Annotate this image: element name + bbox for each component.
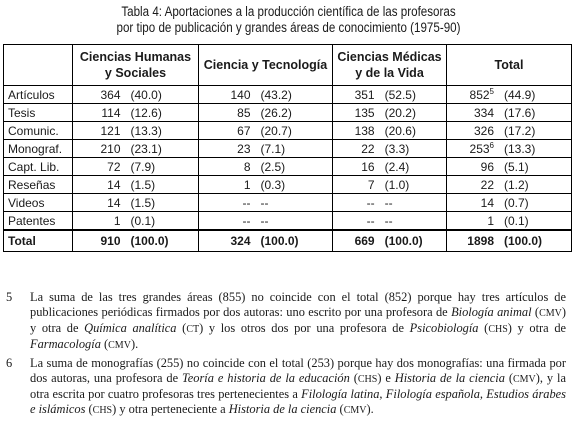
table-cell [199,140,333,158]
table-cell [447,212,572,231]
cell-count-value: 22 [480,177,494,192]
cell-count-value: 253 [469,141,490,156]
cell-count-value: 140 [230,87,251,102]
footnote-number: 6 [6,356,13,370]
row-label: Comunic. [4,122,73,140]
footnote-text-part: Psicobiología [409,321,479,335]
table-cell [73,86,199,104]
cell-percent: (100.0) [504,234,543,248]
cell-percent: -- [384,213,393,228]
table-cell [199,230,333,252]
table-cell [333,122,447,140]
table-cell [73,140,199,158]
header-humanas: Ciencias Humanas y Sociales [73,45,199,86]
cell-count [337,123,375,139]
cell-count [213,123,251,139]
cell-count-value: 1 [113,213,121,228]
table-row [4,140,572,158]
table-caption [40,4,536,36]
table-cell [73,104,199,122]
cell-percent: (0.7) [504,195,529,210]
cell-count [337,141,375,157]
cell-count [83,159,121,175]
cell-count-value: -- [366,213,375,228]
cell-percent: (1.5) [130,177,156,192]
footnote-5 [6,290,566,353]
cell-count [456,177,494,193]
cell-percent: (7.9) [130,159,156,174]
cell-count [83,123,121,139]
cell-percent: (0.1) [130,213,156,228]
table-row [4,176,572,194]
cell-percent: (1.5) [130,195,156,210]
cell-count [83,87,121,103]
cell-percent: (2.5) [260,159,286,174]
table-cell [199,122,333,140]
cell-count-value: -- [242,195,251,210]
cell-count [83,213,121,229]
table-cell [333,104,447,122]
cell-percent: -- [384,195,393,210]
caption-line-1: Tabla 4: Aportaciones a la producción científica de las profesoras [121,4,456,19]
cell-percent: (13.3) [504,141,536,156]
cell-percent: (0.1) [504,213,529,228]
cell-count [456,159,494,175]
footnote-text-part: CHS [357,374,378,385]
footnote-text-part: ( [349,371,358,385]
table-cell [199,86,333,104]
cell-count-value: 138 [354,123,375,138]
table-cell [199,212,333,231]
footnote-text-part: ( [531,305,540,319]
cell-percent: -- [260,213,269,228]
footnote-text-part: Historia de la ciencia [228,402,337,416]
table-cell [73,176,199,194]
footnote-6 [6,356,566,418]
footnote-text-part: ( [504,371,513,385]
footnote-text-part: Teoría e historia de la educación [182,371,350,385]
table-cell [199,176,333,194]
cell-percent: (23.1) [130,141,162,156]
cell-count-value: 23 [237,141,251,156]
footnote-text-part: ) e [377,371,395,385]
header-medicas: Ciencias Médicas y de la Vida [333,45,447,86]
cell-count [456,87,494,103]
cell-count-value: 364 [100,87,121,102]
cell-percent: (20.6) [384,123,416,138]
table-cell [447,86,572,104]
table-cell [447,140,572,158]
cell-count-value: 1 [487,213,494,228]
footnote-text-part: CHS [488,324,508,335]
table-row [4,122,572,140]
row-label: Monograf. [4,140,73,158]
table-cell [333,158,447,176]
footnote-text-part: Farmacología [30,337,101,351]
cell-count [337,177,375,193]
table-cell [333,140,447,158]
cell-count-value: 210 [100,141,121,156]
cell-count [456,213,494,229]
cell-count [213,195,251,211]
table-body [4,86,572,252]
cell-count-value: 1898 [467,234,494,248]
cell-count-value: 14 [480,195,494,210]
row-label: Artículos [4,86,73,104]
cell-percent: (44.9) [504,87,536,102]
footnote-text-part: CMV [513,374,536,385]
caption-line-2: por tipo de publicación y grandes áreas de conocimiento (1975-90) [116,20,461,35]
cell-count [456,141,494,157]
cell-percent: (17.2) [504,123,536,138]
table-cell [333,86,447,104]
cell-count-value: 96 [480,159,494,174]
cell-count-value: 1 [243,177,251,192]
cell-percent: (40.0) [130,87,162,102]
cell-count-value: 669 [354,234,375,248]
cell-count-value: 8 [243,159,251,174]
cell-count [83,105,121,121]
footnotes [6,290,566,421]
cell-count [337,233,375,249]
row-label: Total [4,230,73,252]
cell-count [213,159,251,175]
cell-count-value: 22 [361,141,375,156]
cell-count [83,233,121,249]
table-cell [333,230,447,252]
row-label: Patentes [4,212,73,231]
row-label: Tesis [4,104,73,122]
cell-percent: (2.4) [384,159,410,174]
row-label: Videos [4,194,73,212]
cell-count-value: 14 [107,177,121,192]
table-row [4,194,572,212]
cell-count-value: 72 [107,159,121,174]
footnote-text-part: ( [336,402,344,416]
cell-percent: -- [260,195,269,210]
footnote-text-part: La suma de monografías (255) no coincide con el total (253) porque hay dos monografías: una firmada por dos autoras, una profesora de [30,356,566,385]
footnote-text-part: CMV [108,340,131,351]
cell-count [213,141,251,157]
cell-count [213,213,251,229]
footnote-text-part: Filología latina, Filología española, Estudios árabes e islámicos [30,387,566,416]
cell-percent: (20.7) [260,123,292,138]
cell-percent: (5.1) [504,159,529,174]
table-row [4,212,572,231]
table-cell [73,194,199,212]
cell-percent: (3.3) [384,141,410,156]
table-row [4,158,572,176]
footnote-text-part: ) y otra perteneciente a [112,402,229,416]
cell-percent: (1.0) [384,177,410,192]
footnote-text-part: ( [176,321,187,335]
cell-count-value: 334 [473,105,494,120]
footnote-text [30,356,566,418]
table-cell [447,230,572,252]
cell-count [456,233,494,249]
cell-count [337,159,375,175]
footnote-text-part: ( [478,321,489,335]
footnote-text-part: Biología animal [451,305,532,319]
table-cell [447,104,572,122]
footnote-text-part: CMV [539,308,562,319]
cell-count-value: 114 [101,105,121,120]
cell-percent: (100.0) [260,234,299,248]
cell-count-value: 135 [354,105,375,120]
row-label: Capt. Lib. [4,158,73,176]
table-cell [333,194,447,212]
footnote-text-part: ( [85,402,93,416]
header-total: Total [447,45,572,86]
footnote-text-part: Historia de la ciencia [394,371,505,385]
footnote-text-part: ) y otra de [30,305,566,335]
table-cell [447,158,572,176]
footnote-text-part: ) y los otros dos por una profesora de [199,321,410,335]
footnote-number: 5 [6,290,13,304]
cell-count-value: 326 [473,123,494,138]
cell-percent: (12.6) [130,105,162,120]
cell-count-value: 852 [469,87,490,102]
cell-count [83,177,121,193]
cell-percent: (100.0) [384,234,423,248]
cell-count-value: 14 [107,195,121,210]
footnote-ref: 6 [489,140,494,150]
cell-percent: (100.0) [130,234,169,248]
table-cell [73,230,199,252]
footnote-text-part: CHS [92,405,113,416]
production-table [3,44,572,252]
cell-count [213,105,251,121]
footnote-text-part: Química analítica [84,321,177,335]
cell-count-value: 16 [361,159,375,174]
cell-percent: (52.5) [384,87,416,102]
footnote-text-part: ( [100,337,109,351]
header-tecnologia: Ciencia y Tecnología [199,45,333,86]
cell-count-value: 67 [237,123,251,138]
table-cell [333,212,447,231]
header-empty [4,45,73,86]
cell-percent: (26.2) [260,105,292,120]
cell-count [337,105,375,121]
table-row [4,104,572,122]
table-cell [333,176,447,194]
cell-percent: (7.1) [260,141,286,156]
table-cell [447,122,572,140]
footnote-text-part: ). [366,402,374,416]
cell-count-value: 351 [354,87,375,102]
footnote-text-part: CT [186,324,200,335]
cell-count [213,87,251,103]
cell-count-value: 910 [100,234,121,248]
cell-percent: (13.3) [130,123,162,138]
table-cell [199,194,333,212]
cell-count [213,177,251,193]
cell-count [337,87,375,103]
footnote-text-part: CMV [343,405,367,416]
cell-count [83,195,121,211]
table-cell [73,158,199,176]
cell-count [456,123,494,139]
table-row [4,86,572,104]
footnote-ref: 5 [489,86,494,96]
cell-count [456,195,494,211]
cell-count-value: -- [366,195,375,210]
cell-count-value: 121 [100,123,121,138]
cell-count-value: 7 [367,177,375,192]
cell-percent: (17.6) [504,105,536,120]
footnote-text-part: ). [130,337,139,351]
cell-count [83,141,121,157]
footnote-text-part: ) y otra de [507,321,567,335]
footnote-text [30,290,566,353]
cell-percent: (43.2) [260,87,292,102]
table-cell [199,104,333,122]
header-row [4,45,572,86]
table-cell [73,212,199,231]
cell-count [456,105,494,121]
row-label: Reseñas [4,176,73,194]
cell-count-value: 324 [230,234,251,248]
table-cell [447,176,572,194]
table-cell [447,194,572,212]
cell-percent: (0.3) [260,177,286,192]
table-cell [73,122,199,140]
footnote-text-part: ), y la otra escrita por cuatro profesoras tres pertenecientes a [30,371,566,401]
cell-count-value: -- [242,213,251,228]
cell-count-value: 85 [237,105,251,120]
table-cell [199,158,333,176]
cell-count [213,233,251,249]
cell-count [337,195,375,211]
footnote-text-part: La suma de las tres grandes áreas (855) no coincide con el total (852) porque hay tres artículos de publicaciones periódicas firmados por dos autoras: uno escrito por una profesora de [30,290,566,319]
total-row [4,230,572,252]
cell-percent: (1.2) [504,177,529,192]
cell-percent: (20.2) [384,105,416,120]
cell-count [337,213,375,229]
